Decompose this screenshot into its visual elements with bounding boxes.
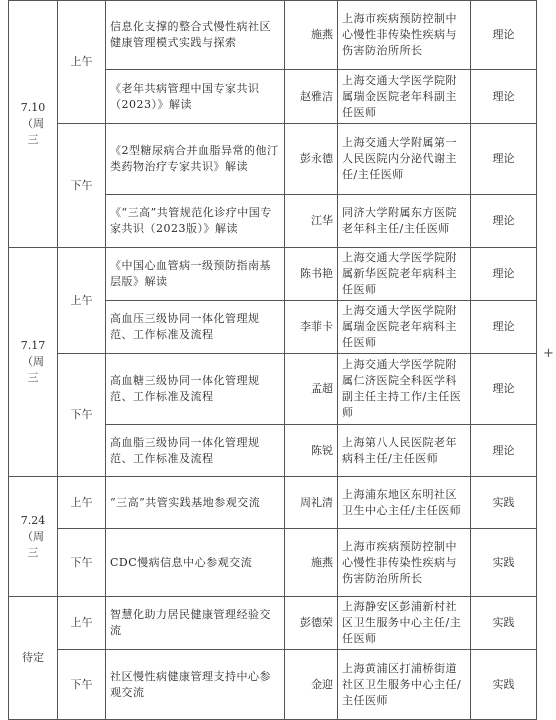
half-day-label: 上午 <box>58 248 106 354</box>
course-topic: 信息化支撑的整合式慢性病社区健康管理模式实践与探索 <box>106 1 285 70</box>
session-date: 待定 <box>9 597 58 720</box>
course-topic: 《2型糖尿病合并血脂异常的他汀类药物治疗专家共识》解读 <box>106 124 285 195</box>
course-type: 理论 <box>471 248 537 301</box>
course-topic: 《“三高”共管规范化诊疗中国专家共识（2023版）》解读 <box>106 195 285 248</box>
speaker-name: 施燕 <box>285 529 338 597</box>
session-date: 7.17 （周 三 <box>9 248 58 477</box>
speaker-affiliation: 上海交通大学附属第一人民医院内分泌代谢主任/主任医师 <box>338 124 471 195</box>
course-type: 理论 <box>471 124 537 195</box>
course-type: 实践 <box>471 477 537 529</box>
course-type: 理论 <box>471 70 537 124</box>
course-type: 实践 <box>471 597 537 650</box>
session-date: 7.10 （周 三 <box>9 1 58 248</box>
add-row-handle[interactable]: + <box>543 346 554 361</box>
speaker-affiliation: 上海黄浦区打浦桥街道社区卫生服务中心主任/主任医师 <box>338 650 471 720</box>
speaker-affiliation: 上海交通大学医学院附属仁济医院全科医学科副主任主持工作/主任医师 <box>338 354 471 425</box>
speaker-name: 陈书艳 <box>285 248 338 301</box>
half-day-label: 上午 <box>58 1 106 124</box>
course-topic: 高血压三级协同一体化管理规范、工作标准及流程 <box>106 301 285 354</box>
schedule-row <box>9 529 537 597</box>
course-topic: 《老年共病管理中国专家共识（2023）》解读 <box>106 70 285 124</box>
speaker-affiliation: 上海静安区彭浦新村社区卫生服务中心主任/主任医师 <box>338 597 471 650</box>
speaker-affiliation: 同济大学附属东方医院老年科主任/主任医师 <box>338 195 471 248</box>
half-day-label: 上午 <box>58 477 106 529</box>
speaker-name: 周礼清 <box>285 477 338 529</box>
speaker-affiliation: 上海交通大学医学院附属瑞金医院老年科副主任医师 <box>338 70 471 124</box>
course-topic: 智慧化助力居民健康管理经验交流 <box>106 597 285 650</box>
schedule-row <box>9 354 537 425</box>
schedule-row <box>9 248 537 301</box>
speaker-affiliation: 上海第八人民医院老年病科主任/主任医师 <box>338 425 471 477</box>
course-type: 理论 <box>471 425 537 477</box>
schedule-row <box>9 597 537 650</box>
speaker-affiliation: 上海市疾病预防控制中心慢性非传染性疾病与伤害防治所所长 <box>338 529 471 597</box>
schedule-row <box>9 1 537 70</box>
speaker-name: 孟超 <box>285 354 338 425</box>
schedule-row <box>9 124 537 195</box>
speaker-name: 李菲卡 <box>285 301 338 354</box>
course-type: 理论 <box>471 301 537 354</box>
speaker-name: 江华 <box>285 195 338 248</box>
schedule-row <box>9 477 537 529</box>
schedule-body <box>9 1 537 720</box>
course-topic: 社区慢性病健康管理支持中心参观交流 <box>106 650 285 720</box>
course-type: 理论 <box>471 354 537 425</box>
speaker-affiliation: 上海浦东地区东明社区卫生中心主任/主任医师 <box>338 477 471 529</box>
course-topic: 高血脂三级协同一体化管理规范、工作标准及流程 <box>106 425 285 477</box>
speaker-name: 金迎 <box>285 650 338 720</box>
speaker-affiliation: 上海市疾病预防控制中心慢性非传染性疾病与伤害防治所所长 <box>338 1 471 70</box>
course-topic: 《中国心血管病一级预防指南基层版》解读 <box>106 248 285 301</box>
speaker-name: 施燕 <box>285 1 338 70</box>
course-topic: 高血糖三级协同一体化管理规范、工作标准及流程 <box>106 354 285 425</box>
half-day-label: 下午 <box>58 529 106 597</box>
speaker-affiliation: 上海交通大学医学院附属新华医院老年病科主任医师 <box>338 248 471 301</box>
speaker-name: 陈锐 <box>285 425 338 477</box>
speaker-name: 彭永德 <box>285 124 338 195</box>
half-day-label: 下午 <box>58 354 106 477</box>
half-day-label: 上午 <box>58 597 106 650</box>
course-topic: “三高”共管实践基地参观交流 <box>106 477 285 529</box>
speaker-name: 赵雅洁 <box>285 70 338 124</box>
schedule-row <box>9 650 537 720</box>
schedule-table <box>8 0 537 720</box>
session-date: 7.24 （周 三 <box>9 477 58 597</box>
speaker-name: 彭德荣 <box>285 597 338 650</box>
course-topic: CDC慢病信息中心参观交流 <box>106 529 285 597</box>
half-day-label: 下午 <box>58 650 106 720</box>
course-type: 实践 <box>471 529 537 597</box>
course-type: 理论 <box>471 195 537 248</box>
course-type: 实践 <box>471 650 537 720</box>
speaker-affiliation: 上海交通大学医学院附属瑞金医院老年病科主任医师 <box>338 301 471 354</box>
course-type: 理论 <box>471 1 537 70</box>
half-day-label: 下午 <box>58 124 106 248</box>
